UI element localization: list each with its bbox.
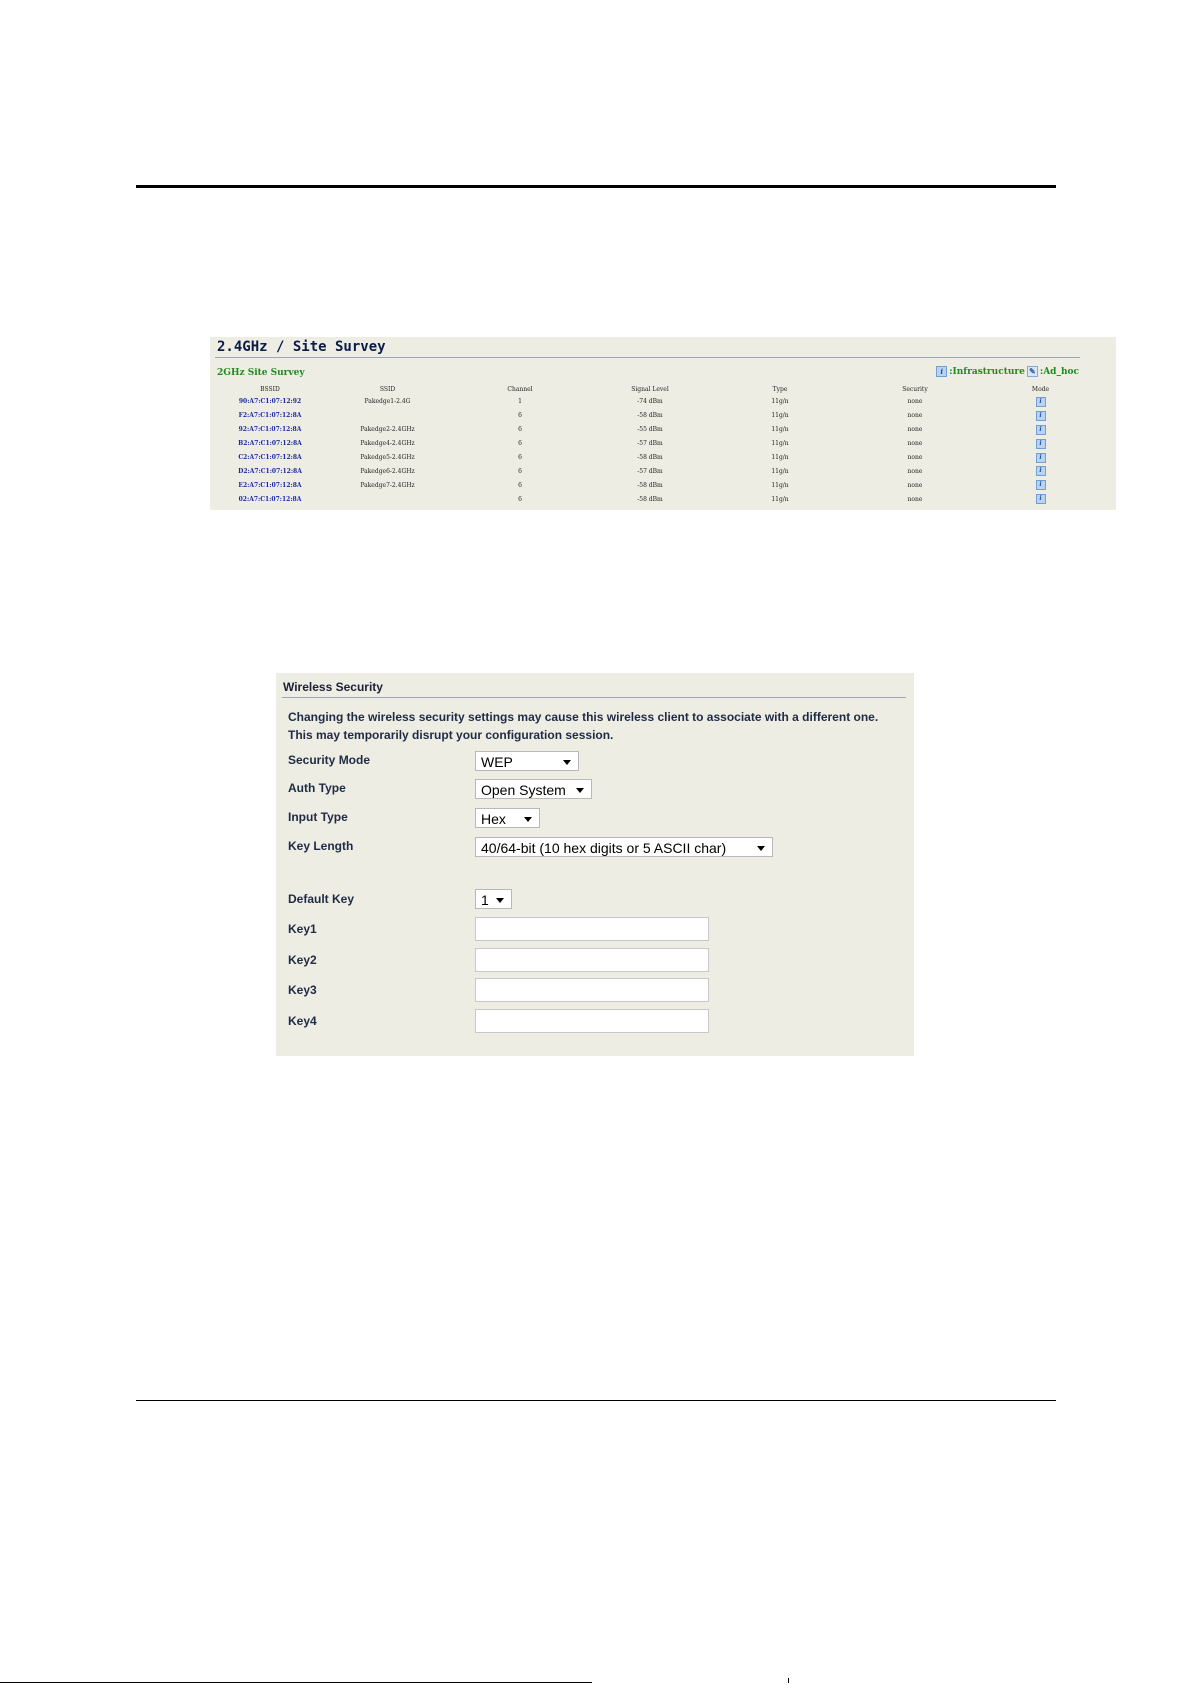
table-row[interactable] (220, 395, 1096, 409)
auth-type-value: Open System (481, 782, 566, 798)
chevron-down-icon (576, 788, 584, 793)
infrastructure-mode-icon: i (1036, 453, 1046, 463)
table-row[interactable] (220, 451, 1096, 465)
key3-input[interactable] (475, 978, 709, 1002)
cell-mode (985, 478, 1096, 492)
header-rule (136, 185, 1056, 188)
cell-mode (985, 451, 1096, 465)
wireless-security-panel (276, 673, 914, 1056)
cell-bssid[interactable]: E2:A7:C1:07:12:8A (238, 481, 302, 489)
cell-channel: 6 (518, 481, 522, 489)
cell-type: 11g/n (771, 454, 789, 461)
cell-security: none (907, 412, 923, 420)
cell-bssid[interactable]: B2:A7:C1:07:12:8A (238, 440, 302, 448)
header-channel: Channel (507, 385, 533, 393)
title-divider (282, 697, 906, 698)
table-header-row (220, 383, 1096, 395)
cell-mode (985, 464, 1096, 478)
cell-type: 11g/n (771, 481, 789, 489)
cell-ssid: Pakedge2-2.4GHz (360, 426, 415, 434)
warning-note: Changing the wireless security settings may cause this wireless client to associate with a different one. This may temporarily disrupt your configuration session. (288, 710, 879, 742)
cell-type: 11g/n (771, 440, 789, 448)
infrastructure-mode-icon: i (1036, 425, 1046, 435)
cell-security: none (907, 454, 923, 461)
mode-legend (936, 366, 1079, 377)
footer-rule (136, 1400, 1056, 1401)
cell-ssid (320, 492, 455, 506)
header-type: Type (772, 385, 788, 393)
table-row[interactable] (220, 464, 1096, 478)
legend-adhoc: :Ad_hoc (1039, 366, 1079, 377)
cell-mode (985, 395, 1096, 409)
auth-type-select[interactable] (475, 779, 592, 799)
footer-mark (788, 1678, 789, 1683)
key3-label: Key3 (288, 983, 317, 997)
key2-input[interactable] (475, 948, 709, 972)
cell-type: 11g/n (771, 426, 789, 434)
cell-ssid (320, 409, 455, 423)
cell-security: none (907, 481, 923, 489)
infrastructure-mode-icon: i (1036, 439, 1046, 449)
cell-bssid[interactable]: 02:A7:C1:07:12:8A (238, 495, 302, 503)
legend-infrastructure: :Infrastructure (949, 366, 1025, 377)
cell-signal: -58 dBm (637, 481, 663, 489)
key1-label: Key1 (288, 922, 317, 936)
cell-bssid[interactable]: F2:A7:C1:07:12:8A (238, 412, 302, 420)
cell-ssid: Pakedge7-2.4GHz (360, 481, 415, 489)
cell-signal: -57 dBm (637, 440, 663, 448)
infrastructure-mode-icon: i (1036, 494, 1046, 504)
cell-security: none (907, 495, 923, 503)
cell-mode (985, 409, 1096, 423)
site-survey-panel (210, 337, 1116, 510)
infrastructure-mode-icon: i (1036, 480, 1046, 490)
cell-type: 11g/n (771, 412, 789, 420)
key-length-label: Key Length (288, 839, 354, 853)
info-icon: i (936, 366, 947, 377)
infrastructure-mode-icon: i (1036, 397, 1046, 407)
cell-signal: -58 dBm (637, 412, 663, 420)
cell-type: 11g/n (771, 467, 789, 475)
table-row[interactable] (220, 492, 1096, 506)
auth-type-label: Auth Type (288, 781, 346, 795)
cell-security: none (907, 467, 923, 475)
cell-channel: 6 (518, 426, 522, 434)
cell-signal: -58 dBm (637, 495, 663, 503)
default-key-select[interactable] (475, 889, 512, 909)
cell-security: none (907, 440, 923, 448)
cell-bssid[interactable]: C2:A7:C1:07:12:8A (238, 454, 302, 461)
chevron-down-icon (563, 760, 571, 765)
cell-channel: 6 (518, 412, 522, 420)
cell-signal: -55 dBm (637, 426, 663, 434)
key1-input[interactable] (475, 917, 709, 941)
table-row[interactable] (220, 423, 1096, 437)
chevron-down-icon (496, 898, 504, 903)
infrastructure-mode-icon: i (1036, 466, 1046, 476)
site-survey-title: 2.4GHz / Site Survey (217, 339, 386, 355)
security-mode-select[interactable] (475, 751, 579, 771)
cell-ssid: Pakedge4-2.4GHz (360, 440, 415, 448)
key-length-value: 40/64-bit (10 hex digits or 5 ASCII char) (481, 840, 727, 856)
security-mode-label: Security Mode (288, 753, 371, 767)
site-survey-table (220, 383, 1096, 506)
cell-bssid[interactable]: 92:A7:C1:07:12:8A (238, 426, 302, 434)
header-security: Security (902, 385, 928, 393)
cell-channel: 6 (518, 495, 522, 503)
header-ssid: SSID (379, 385, 396, 393)
header-bssid: BSSID (260, 385, 280, 393)
key4-label: Key4 (288, 1014, 317, 1028)
key4-input[interactable] (475, 1009, 709, 1033)
cell-channel: 6 (518, 440, 522, 448)
cell-channel: 6 (518, 467, 522, 475)
key2-label: Key2 (288, 953, 317, 967)
table-row[interactable] (220, 437, 1096, 451)
cell-mode (985, 492, 1096, 506)
cell-mode (985, 423, 1096, 437)
default-key-label: Default Key (288, 892, 355, 906)
cell-type: 11g/n (771, 495, 789, 503)
cell-type: 11g/n (771, 398, 789, 406)
header-mode: Mode (1031, 385, 1050, 393)
table-row[interactable] (220, 478, 1096, 492)
cell-security: none (907, 398, 923, 406)
cell-bssid[interactable]: 90:A7:C1:07:12:92 (238, 398, 302, 406)
cell-signal: -74 dBm (637, 398, 663, 406)
key-length-select[interactable] (475, 837, 773, 857)
cell-ssid: Pakedge6-2.4GHz (360, 467, 415, 475)
cell-ssid: Pakedge1-2.4G (364, 398, 411, 406)
security-mode-value: WEP (481, 754, 513, 770)
cell-channel: 1 (518, 398, 522, 406)
footnote-rule (0, 1682, 592, 1683)
input-type-label: Input Type (288, 810, 348, 824)
input-type-value: Hex (481, 811, 506, 827)
header-signal-level: Signal Level (631, 385, 669, 393)
chevron-down-icon (757, 846, 765, 851)
cell-mode (985, 437, 1096, 451)
wireless-security-title: Wireless Security (283, 680, 383, 694)
cell-bssid[interactable]: D2:A7:C1:07:12:8A (238, 467, 302, 475)
cell-signal: -58 dBm (637, 454, 663, 461)
infrastructure-mode-icon: i (1036, 411, 1046, 421)
table-row[interactable] (220, 409, 1096, 423)
default-key-value: 1 (481, 892, 489, 908)
input-type-select[interactable] (475, 808, 540, 828)
cell-signal: -57 dBm (637, 467, 663, 475)
chevron-down-icon (524, 817, 532, 822)
cell-channel: 6 (518, 454, 522, 461)
title-divider (215, 357, 1080, 358)
cell-security: none (907, 426, 923, 434)
site-survey-subtitle: 2GHz Site Survey (217, 368, 305, 378)
adhoc-pin-icon: ✎ (1027, 366, 1038, 377)
cell-ssid: Pakedge5-2.4GHz (360, 454, 415, 461)
